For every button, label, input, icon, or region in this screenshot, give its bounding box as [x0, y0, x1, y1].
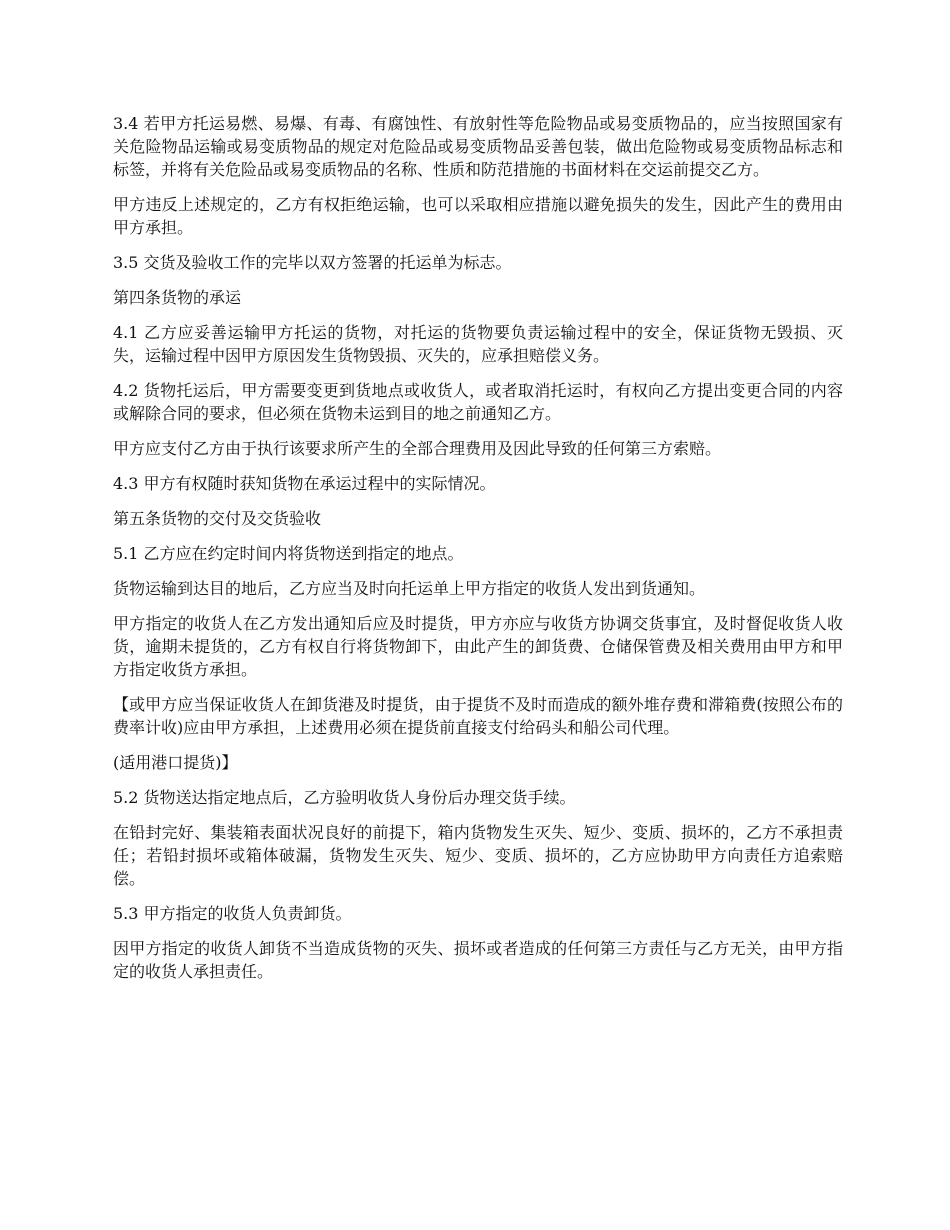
clause-5-3-liability: 因甲方指定的收货人卸货不当造成货物的灭失、损坏或者造成的任何第三方责任与乙方无关，由甲方指定的收货人承担责任。: [113, 939, 843, 981]
article-5-heading: 第五条货物的交付及交货验收: [113, 509, 322, 528]
clause-4-1: 4.1 乙方应妥善运输甲方托运的货物，对托运的货物要负责运输过程中的安全，保证货物无毁损、灭失，运输过程中因甲方原因发生货物毁损、灭失的，应承担赔偿义务。: [113, 323, 843, 365]
clause-5-3: 5.3 甲方指定的收货人负责卸货。: [113, 904, 352, 923]
clause-5-2-seal: 在铅封完好、集装箱表面状况良好的前提下，箱内货物发生灭失、短少、变质、损坏的，乙方不承担责任；若铅封损坏或箱体破漏，货物发生灭失、短少、变质、损坏的，乙方应协助甲方向责任方追索赔偿。: [113, 823, 843, 888]
clause-5-1-port-note: (适用港口提货)】: [113, 753, 238, 772]
clause-5-1-pickup: 甲方指定的收货人在乙方发出通知后应及时提货，甲方亦应与收货方协调交货事宜，及时督促收货人收货，逾期未提货的，乙方有权自行将货物卸下，由此产生的卸货费、仓储保管费及相关费用由甲方和甲方指定收货方承担。: [113, 614, 843, 679]
clause-3-4: 3.4 若甲方托运易燃、易爆、有毒、有腐蚀性、有放射性等危险物品或易变质物品的，应当按照国家有关危险物品运输或易变质物品的规定对危险品或易变质物品妥善包装，做出危险物或易变质物品标志和标签，并将有关危险品或易变质物品的名称、性质和防范措施的书面材料在交运前提交乙方。: [113, 114, 843, 179]
article-4-heading: 第四条货物的承运: [113, 288, 242, 307]
clause-4-3: 4.3 甲方有权随时获知货物在承运过程中的实际情况。: [113, 474, 496, 493]
clause-5-1-notice: 货物运输到达目的地后，乙方应当及时向托运单上甲方指定的收货人发出到货通知。: [113, 579, 706, 598]
clause-5-1-port-alternative: 【或甲方应当保证收货人在卸货港及时提货，由于提货不及时而造成的额外堆存费和滞箱费(按照公布的费率计收)应由甲方承担，上述费用必须在提货前直接支付给码头和船公司代理。: [113, 695, 843, 737]
document-page: [113, 112, 843, 995]
clause-4-2: 4.2 货物托运后，甲方需要变更到货地点或收货人，或者取消托运时，有权向乙方提出变更合同的内容或解除合同的要求，但必须在货物未运到目的地之前通知乙方。: [113, 381, 843, 423]
clause-4-2-costs: 甲方应支付乙方由于执行该要求所产生的全部合理费用及因此导致的任何第三方索赔。: [113, 439, 722, 458]
clause-3-4-breach: 甲方违反上述规定的，乙方有权拒绝运输，也可以采取相应措施以避免损失的发生，因此产生的费用由甲方承担。: [113, 195, 843, 237]
clause-5-1: 5.1 乙方应在约定时间内将货物送到指定的地点。: [113, 544, 464, 563]
clause-5-2: 5.2 货物送达指定地点后，乙方验明收货人身份后办理交货手续。: [113, 788, 576, 807]
clause-3-5: 3.5 交货及验收工作的完毕以双方签署的托运单为标志。: [113, 253, 512, 272]
